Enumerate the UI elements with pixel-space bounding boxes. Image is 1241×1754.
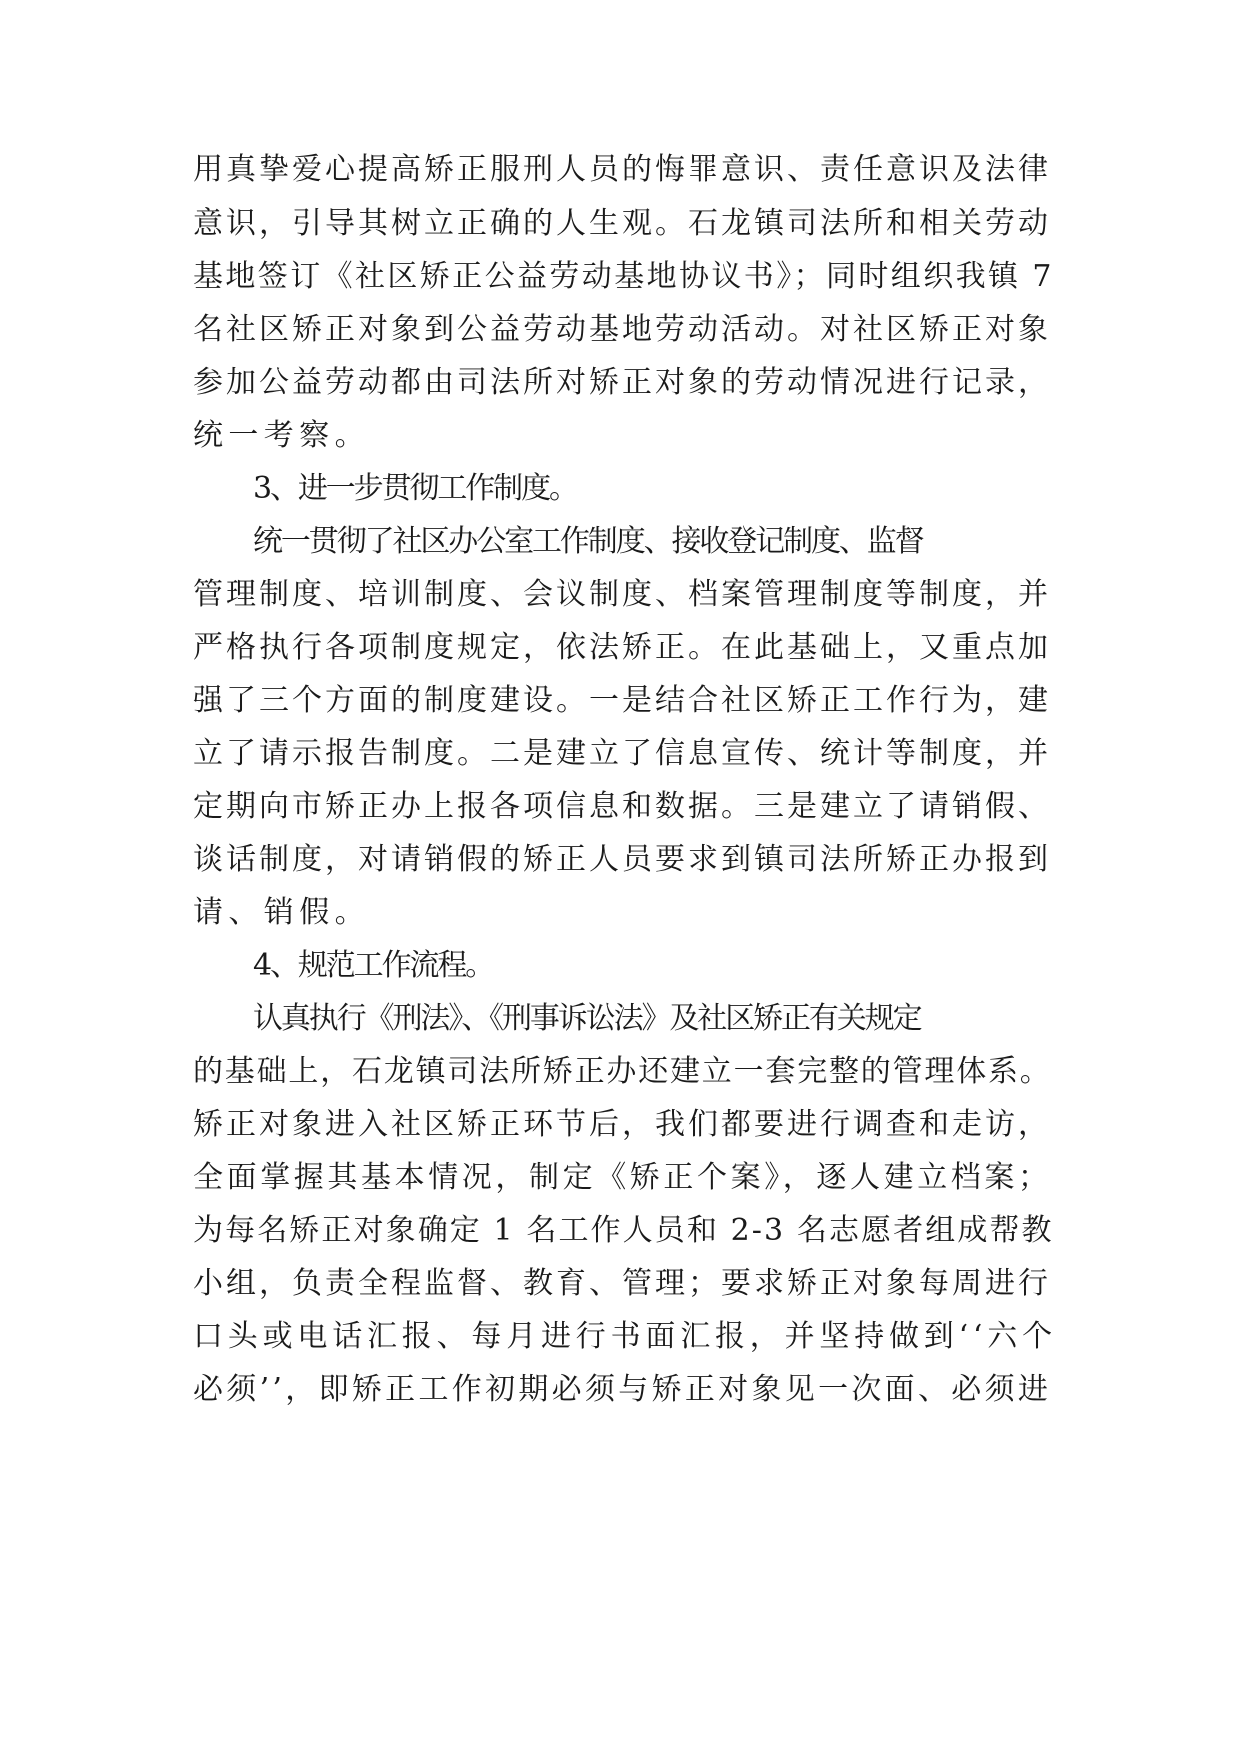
text-line: 为每名矫正对象确定 1 名工作人员和 2-3 名志愿者组成帮教 [193,1213,1054,1248]
text-line: 统一贯彻了社区办公室工作制度、接收登记制度、监督 [253,524,923,559]
text-line: 必须’’，即矫正工作初期必须与矫正对象见一次面、必须进 [193,1372,1052,1407]
text-line: 名社区矫正对象到公益劳动基地劳动活动。对社区矫正对象 [193,312,1051,347]
text-line: 立了请示报告制度。二是建立了信息宣传、统计等制度，并 [193,736,1051,771]
text-line: 谈话制度，对请销假的矫正人员要求到镇司法所矫正办报到 [193,842,1051,877]
text-line: 口头或电话汇报、每月进行书面汇报，并坚持做到‘‘六个 [193,1319,1057,1354]
text-line: 小组，负责全程监督、教育、管理；要求矫正对象每周进行 [193,1266,1051,1301]
section-heading: 3、进一步贯彻工作制度。 [253,471,577,506]
section-heading: 4、规范工作流程。 [253,948,494,983]
text-line: 统一考察。 [193,418,370,453]
text-line: 定期向市矫正办上报各项信息和数据。三是建立了请销假、 [193,789,1051,824]
text-line: 管理制度、培训制度、会议制度、档案管理制度等制度，并 [193,577,1051,612]
text-line: 严格执行各项制度规定，依法矫正。在此基础上，又重点加 [193,630,1051,665]
text-line: 基地签订《社区矫正公益劳动基地协议书》；同时组织我镇 7 [193,259,1054,294]
text-line: 矫正对象进入社区矫正环节后，我们都要进行调查和走访， [193,1107,1051,1142]
text-line: 请、销假。 [193,895,370,930]
text-line: 的基础上，石龙镇司法所矫正办还建立一套完整的管理体系。 [193,1054,1052,1089]
text-line: 参加公益劳动都由司法所对矫正对象的劳动情况进行记录， [193,365,1051,400]
text-line: 认真执行《刑法》、《刑事诉讼法》及社区矫正有关规定 [253,1001,921,1036]
text-line: 全面掌握其基本情况，制定《矫正个案》，逐人建立档案； [193,1160,1052,1195]
text-line: 意识，引导其树立正确的人生观。石龙镇司法所和相关劳动 [193,206,1051,241]
text-line: 用真挚爱心提高矫正服刑人员的悔罪意识、责任意识及法律 [193,152,1051,187]
text-line: 强了三个方面的制度建设。一是结合社区矫正工作行为，建 [193,683,1051,718]
